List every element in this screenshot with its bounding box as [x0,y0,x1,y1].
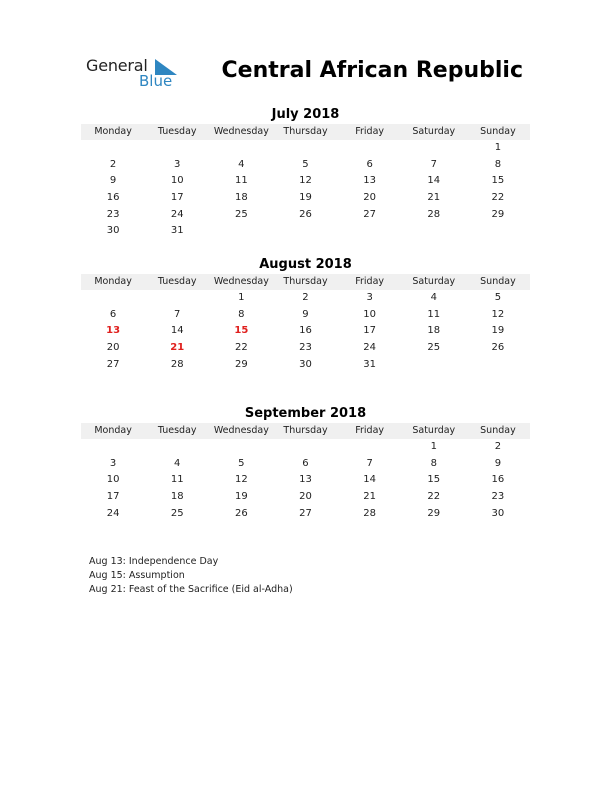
day-cell: 3 [174,158,181,170]
empty-day-cell [145,439,209,456]
day-cell: 18 [427,325,441,337]
empty-day-cell [209,140,273,157]
day-cell: 22 [491,192,505,204]
week-row [81,489,530,506]
day-cell: 3 [366,292,373,303]
day-cell: 14 [170,325,184,337]
weekday-label-saturday: Saturday [412,276,456,287]
week-row [81,173,530,190]
weekday-label-tuesday: Tuesday [157,126,197,137]
weekday-label-friday: Friday [355,425,385,436]
day-cell: 28 [427,208,441,220]
day-cell: 6 [302,457,309,469]
day-cell: 4 [430,292,437,303]
month-grid [81,290,530,373]
week-row [81,472,530,489]
weekday-label-monday: Monday [94,276,132,287]
empty-day-cell [402,140,466,157]
empty-day-cell [145,290,209,307]
day-cell: 23 [299,342,312,354]
empty-day-cell [273,439,337,456]
day-cell: 28 [170,358,184,370]
day-cell: 17 [363,325,376,337]
day-cell: 27 [299,507,312,519]
week-row [81,456,530,473]
day-cell: 11 [234,175,248,187]
day-cell: 1 [494,142,502,153]
weekday-label-tuesday: Tuesday [157,276,197,287]
day-cell: 12 [491,308,505,320]
holiday-day-cell: 15 [234,325,249,337]
day-cell: 30 [299,358,312,370]
day-cell: 11 [170,474,184,486]
empty-day-cell [81,290,145,307]
weekday-label-wednesday: Wednesday [213,276,269,287]
day-cell: 27 [363,208,376,220]
day-cell: 25 [427,342,441,354]
holiday-note: Aug 13: Independence Day [89,556,219,567]
month-grid [81,439,530,522]
empty-day-cell [466,223,530,240]
weekday-label-sunday: Sunday [480,276,516,287]
day-cell: 19 [299,192,312,204]
empty-day-cell [466,357,530,374]
empty-day-cell [209,439,273,456]
weekday-label-sunday: Sunday [480,425,516,436]
month-grid [81,140,530,240]
day-cell: 4 [174,457,181,469]
day-cell: 20 [106,342,120,354]
day-cell: 5 [302,158,309,170]
day-cell: 1 [238,292,245,303]
empty-day-cell [402,357,466,374]
day-cell: 7 [174,308,181,320]
day-cell: 15 [491,175,505,187]
empty-day-cell [81,439,145,456]
month-title: August 2018 [259,257,352,272]
holiday-note: Aug 15: Assumption [89,570,185,581]
day-cell: 27 [106,358,120,370]
holiday-day-cell: 13 [106,325,121,337]
empty-day-cell [273,223,337,240]
month-calendar [81,256,530,373]
day-cell: 19 [491,325,505,337]
day-cell: 20 [299,491,312,503]
day-cell: 26 [491,342,505,354]
day-cell: 23 [491,491,505,503]
day-cell: 25 [170,507,184,519]
day-cell: 30 [106,225,120,237]
day-cell: 21 [363,491,376,503]
day-cell: 6 [109,308,117,320]
logo [86,56,186,92]
day-cell: 18 [170,491,184,503]
empty-day-cell [402,223,466,240]
day-cell: 7 [430,158,437,170]
day-cell: 24 [363,342,376,354]
holiday-notes [89,555,293,597]
holiday-note: Aug 21: Feast of the Sacrifice (Eid al-Adha) [89,584,293,595]
day-cell: 29 [491,208,505,220]
week-row [81,140,530,157]
weekday-label-thursday: Thursday [283,276,328,287]
empty-day-cell [209,223,273,240]
weekday-label-friday: Friday [355,126,385,137]
month-calendar [81,106,530,240]
day-cell: 10 [106,474,120,486]
day-cell: 2 [494,441,502,452]
empty-day-cell [338,223,402,240]
week-row [81,223,530,240]
day-cell: 26 [299,208,312,220]
day-cell: 20 [363,192,376,204]
month-calendar [81,405,530,522]
day-cell: 16 [106,192,120,204]
day-cell: 18 [234,192,248,204]
empty-day-cell [273,140,337,157]
day-cell: 2 [302,292,309,303]
day-cell: 17 [170,192,184,204]
day-cell: 12 [299,175,312,187]
day-cell: 31 [170,225,184,237]
week-row [81,307,530,324]
day-cell: 3 [109,457,117,469]
week-row [81,506,530,523]
month-title: July 2018 [271,107,340,122]
day-cell: 9 [109,175,117,187]
weekday-label-saturday: Saturday [412,425,456,436]
day-cell: 17 [106,491,120,503]
week-row [81,357,530,374]
day-cell: 21 [427,192,441,204]
month-title: September 2018 [244,406,367,421]
day-cell: 7 [366,457,373,469]
day-cell: 22 [234,342,248,354]
empty-day-cell [338,140,402,157]
holiday-day-cell: 21 [170,342,185,354]
day-cell: 14 [363,474,376,486]
week-row [81,439,530,456]
week-row [81,190,530,207]
day-cell: 16 [491,474,505,486]
empty-day-cell [145,140,209,157]
day-cell: 10 [363,308,376,320]
day-cell: 9 [302,308,309,320]
day-cell: 8 [238,308,245,320]
weekday-label-wednesday: Wednesday [213,126,269,137]
page-title: Central African Republic [221,58,523,83]
weekday-label-monday: Monday [94,425,132,436]
day-cell: 26 [234,507,248,519]
weekday-label-wednesday: Wednesday [213,425,269,436]
day-cell: 22 [427,491,441,503]
weekday-label-sunday: Sunday [480,126,516,137]
day-cell: 24 [106,507,120,519]
day-cell: 24 [170,208,184,220]
day-cell: 29 [234,358,248,370]
logo-text-general: General [86,56,148,75]
day-cell: 31 [363,358,376,370]
day-cell: 6 [366,158,373,170]
weekday-label-tuesday: Tuesday [157,425,197,436]
day-cell: 8 [494,158,502,170]
day-cell: 15 [427,474,441,486]
day-cell: 2 [109,158,117,170]
weekday-header [81,423,530,439]
day-cell: 12 [234,474,248,486]
weekday-label-friday: Friday [355,276,385,287]
day-cell: 1 [430,441,437,452]
day-cell: 13 [299,474,312,486]
weekday-header [81,274,530,290]
day-cell: 13 [363,175,376,187]
day-cell: 23 [106,208,120,220]
weekday-label-saturday: Saturday [412,126,456,137]
day-cell: 28 [363,507,376,519]
logo-text-blue: Blue [139,72,173,90]
week-row [81,340,530,357]
week-row [81,207,530,224]
weekday-label-thursday: Thursday [283,425,328,436]
day-cell: 19 [234,491,248,503]
empty-day-cell [81,140,145,157]
day-cell: 5 [238,457,245,469]
day-cell: 16 [299,325,312,337]
day-cell: 10 [170,175,184,187]
day-cell: 4 [238,158,245,170]
day-cell: 14 [427,175,441,187]
day-cell: 8 [430,457,437,469]
week-row [81,323,530,340]
day-cell: 9 [494,457,502,469]
day-cell: 5 [494,292,502,303]
day-cell: 30 [491,507,505,519]
empty-day-cell [338,439,402,456]
day-cell: 29 [427,507,441,519]
day-cell: 25 [234,208,248,220]
week-row [81,157,530,174]
weekday-header [81,124,530,140]
weekday-label-monday: Monday [94,126,132,137]
day-cell: 11 [427,308,441,320]
week-row [81,290,530,307]
weekday-label-thursday: Thursday [283,126,328,137]
